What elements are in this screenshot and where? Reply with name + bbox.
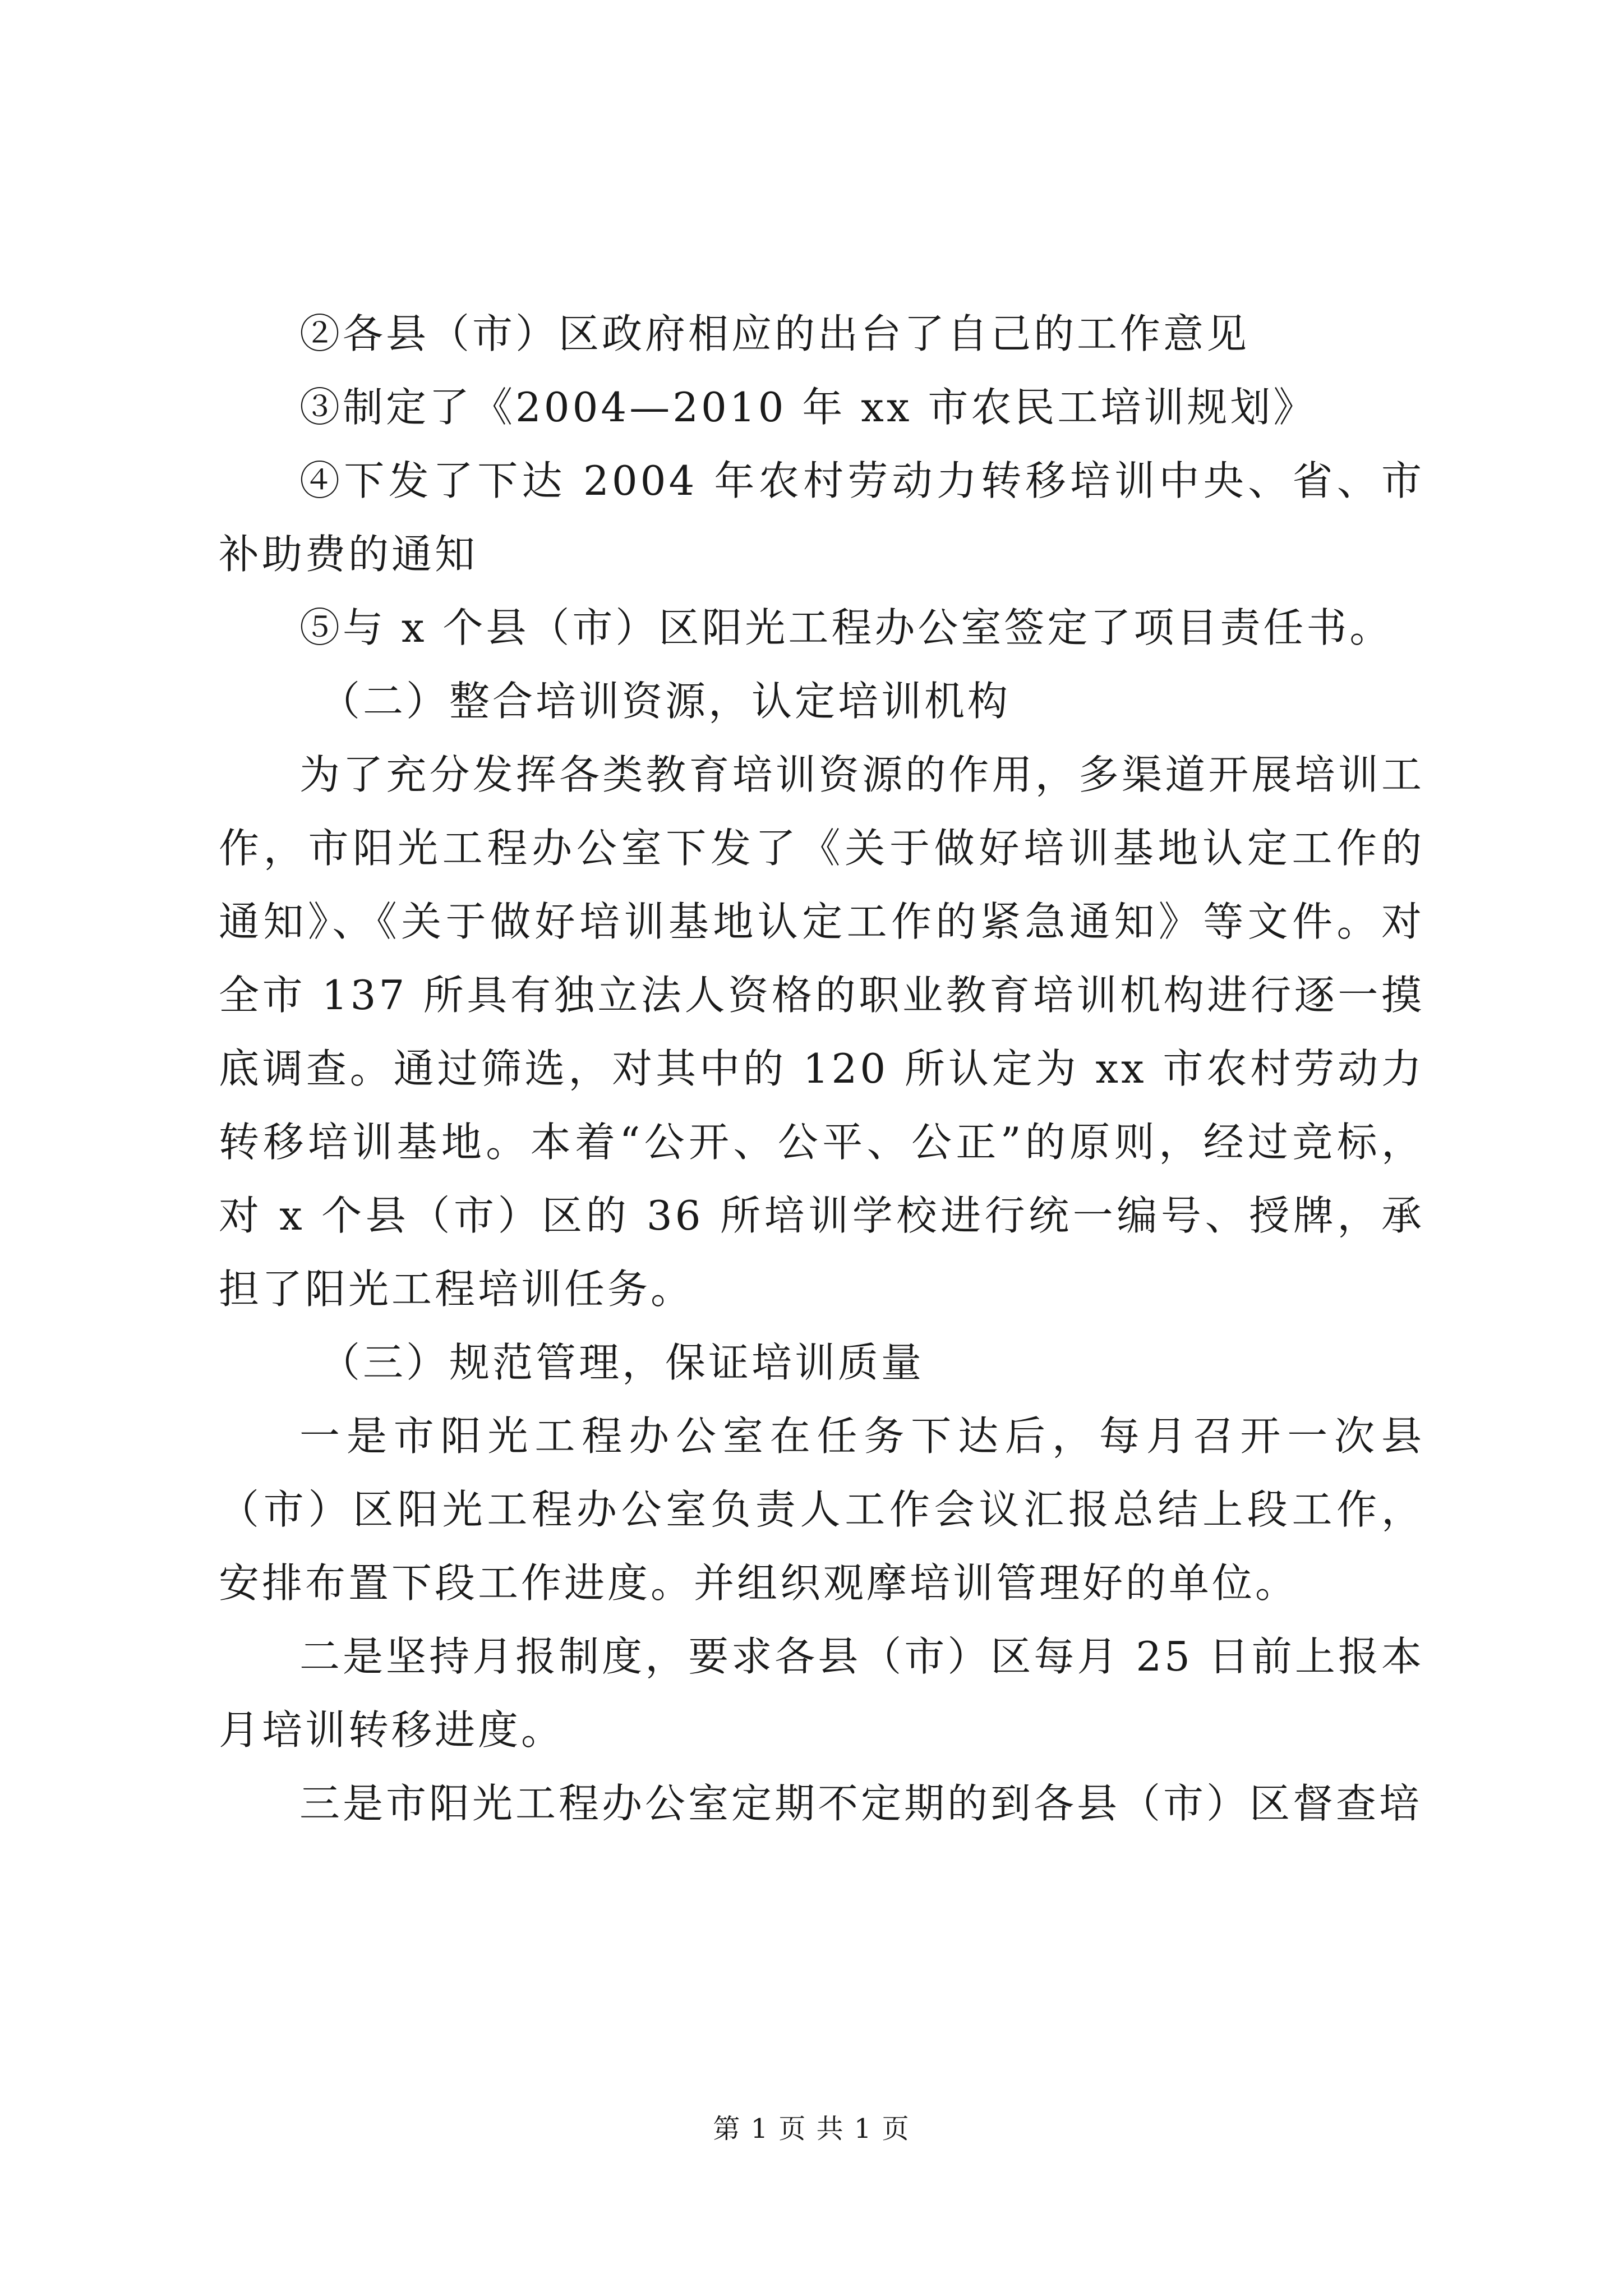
management-point-2-paragraph: 二是坚持月报制度，要求各县（市）区每月 25 日前上报本月培训转移进度。 bbox=[219, 1633, 1424, 1754]
page-footer: 第 1 页 共 1 页 bbox=[713, 2113, 910, 2145]
training-resources-paragraph: 为了充分发挥各类教育培训资源的作用，多渠道开展培训工作，市阳光工程办公室下发了《关于做好培训基地认定工作的通知》、《关于做好培训基地认定工作的紧急通知》等文件。对全市 137 所具有独立法人资格的职业教育培训机构进行逐一摸底调查。通过筛选，对其中的 120 所认定为 xx 市农村劳动力转移培训基地。本着“公开、公平、公正”的原则，经过竞标，对 x 个县（市）区的 36 所培训学校进行统一编号、授牌，承担了阳光工程培训任务。 bbox=[219, 751, 1424, 1313]
document-body bbox=[219, 297, 1424, 1841]
item-4-paragraph: ④下发了下达 2004 年农村劳动力转移培训中央、省、市补助费的通知 bbox=[219, 457, 1424, 578]
section-3-heading: （三）规范管理，保证培训质量 bbox=[320, 1339, 925, 1386]
item-5-paragraph: ⑤与 x 个县（市）区阳光工程办公室签定了项目责任书。 bbox=[299, 604, 1393, 651]
item-2-paragraph: ②各县（市）区政府相应的出台了自己的工作意见 bbox=[299, 310, 1250, 357]
item-3-paragraph: ③制定了《2004—2010 年 xx 市农民工培训规划》 bbox=[299, 384, 1317, 431]
management-point-1-paragraph: 一是市阳光工程办公室在任务下达后，每月召开一次县（市）区阳光工程办公室负责人工作会议汇报总结上段工作，安排布置下段工作进度。并组织观摩培训管理好的单位。 bbox=[219, 1412, 1424, 1607]
section-2-heading: （二）整合培训资源，认定培训机构 bbox=[320, 678, 1011, 725]
management-point-3-paragraph: 三是市阳光工程办公室定期不定期的到各县（市）区督查培 bbox=[299, 1780, 1423, 1827]
